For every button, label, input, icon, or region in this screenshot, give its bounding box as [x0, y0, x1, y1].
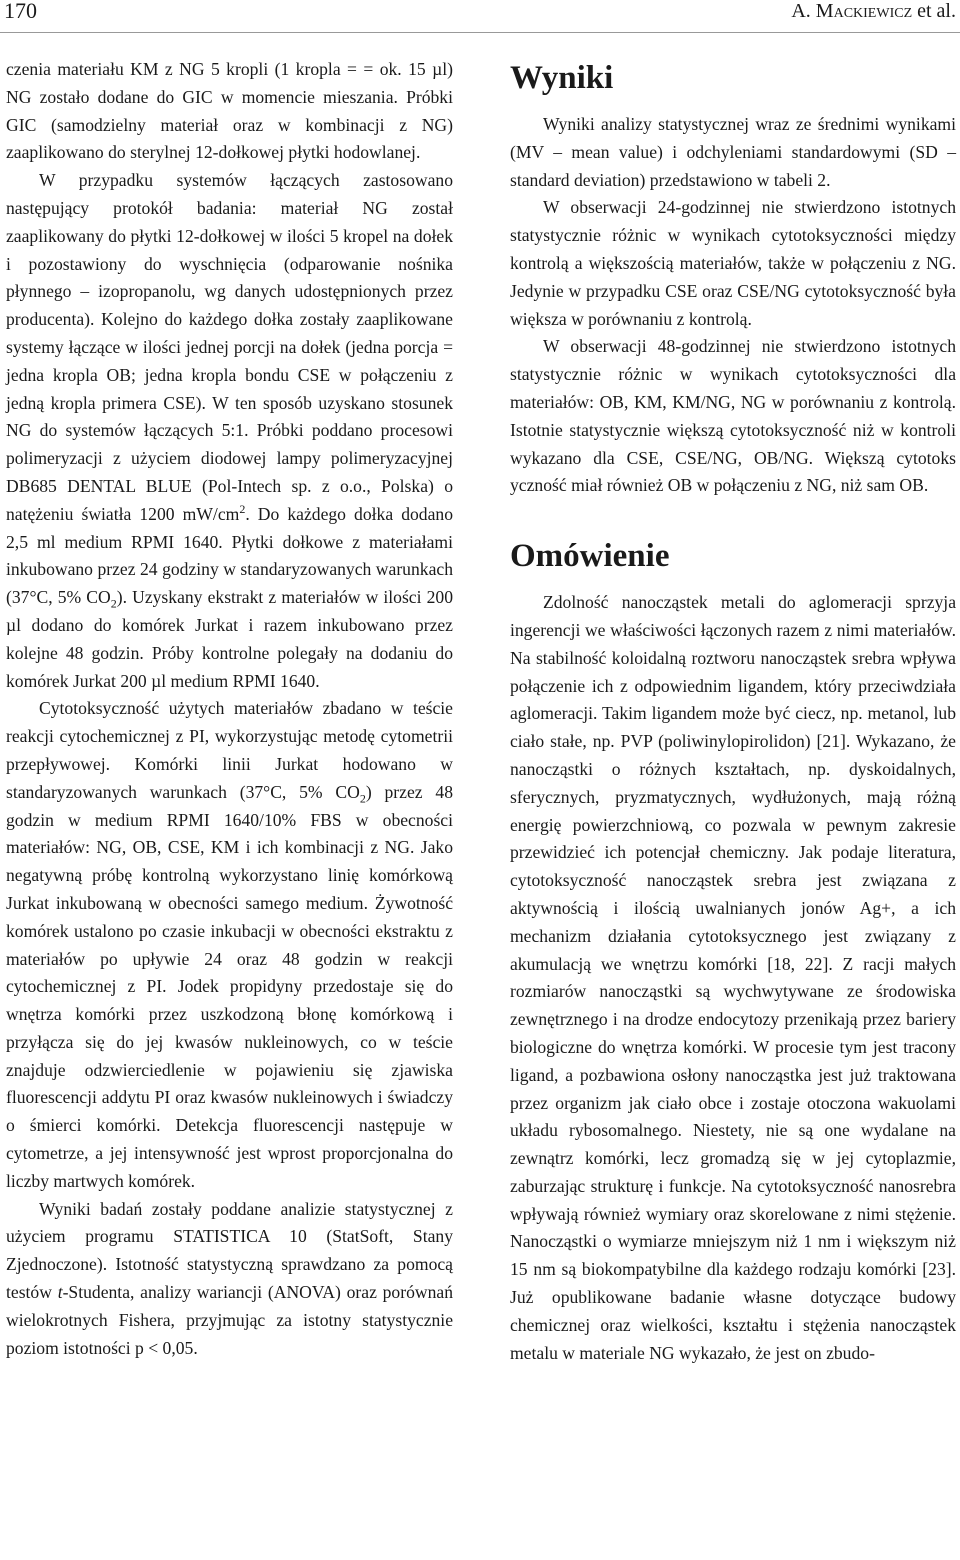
section-heading-discussion: Omówienie	[510, 538, 670, 575]
section-heading-results: Wyniki	[510, 60, 614, 96]
italic-t: t	[57, 1282, 63, 1303]
running-head-authors	[791, 0, 956, 23]
left-column	[6, 56, 453, 1362]
paragraph-methods-continuation: czenia materiału KM z NG 5 kropli (1 kropla = = ok. 15 µl) NG zostało dodane do GIC w momencie mieszania. Próbki GIC (samodzielny materiał oraz w kombinacji z NG) zaaplikowano do sterylnej 12-dołkowej płytki hodowlanej.	[6, 59, 453, 163]
paragraph-results-24h: W obserwacji 24-godzinnej nie stwierdzono istotnych statystycznie różnic w wynikach cytotoksyczności między kontrolą a większością materiałów, także w połączeniu z NG. Jedynie w przypadku CSE oraz CSE/NG cytotoksyczność była większa w porównaniu z kontrolą.	[510, 197, 956, 329]
paragraph-cytotoxicity-method: Cytotoksyczność użytych materiałów zbadano w teście reakcji cytochemicznej z PI, wykorzystując metodę cytometrii przepływowej. Komórki linii Jurkat hodowano w standaryzowanych warunkach (37°C, 5% $CO_2$) przez 48 godzin w medium RPMI 1640/10% FBS w obecności materiałów: NG, OB, CSE, KM i ich kombinacji z NG. Jako negatywną próbę kontrolną wykorzystano linię komórkową Jurkat inkubowaną w obecności samego medium. Żywotność komórek ustalono po czasie inkubacji w obecności ekstraktu z materiałów po upływie 24 oraz 48 godzin w reakcji cytochemicznej z PI. Jodek propidyny przedostaje się do wnętrza komórki przez uszkodzoną błonę komórkową i przyłącza się do jej kwasów nukleinowych, co w teście znajduje odzwierciedlenie w pojawieniu się zjawiska fluorescencji addytu PI oraz kwasów nukleinowych i świadczy o śmierci komórki. Detekcja fluorescencji następuje w cytometrze, a jej intensywność jest wprost proporcjonalna do liczby martwych komórek.	[6, 698, 453, 1191]
paragraph-statistics: Wyniki badań zostały poddane analizie statystycznej z użyciem programu STATISTICA 10 (StatSoft, Stany Zjednoczone). Istotność statystyczną sprawdzano za pomocą testów t-Studenta, analizy wariancji (ANOVA) oraz porównań wielokrotnych Fishera, przyjmując za istotny statystycznie poziom istotności p < 0,05.	[6, 1198, 453, 1358]
paragraph-discussion: Zdolność nanocząstek metali do aglomeracji sprzyja ingerencji we właściwości łączonych razem z nimi materiałów. Na stabilność koloidalną roztworu nanocząstek srebra wpływa połączenie ich z odpowiednim ligandem, który przeciwdziała aglomeracji. Takim ligandem może być ciecz, np. metanol, lub ciało stałe, np. PVP (poliwinylopirolidon) [21]. Wykazano, że nanocząstki o różnych kształtach, np. dyskoidalnych, sferycznych, pryzmatycznych, wydłużonych, mają różną energię powierzchniową, co pozwala w pewnym zakresie przewidzieć ich potencjał chemiczny. Jak podaje literatura, cytotoksyczność nanocząstek srebra jest związana z aktywnością i ilością uwalnianych jonów Ag+, a ich mechanizm działania cytotoksycznego jest związany z akumulacją we wnętrzu komórki [18, 22]. Z racji małych rozmiarów nanocząstki są wychwytywane ze środowiska zewnętrznego i na drodze endocytozy przenikają przez bariery biologiczne do wnętrza komórki. W procesie tym jest tracony ligand, a pozbawiona osłony nanocząstka jest już traktowana przez organizm jak ciało obce i zostaje otoczona wakuolami układu rybosomalnego. Niestety, nie są one wydalane na zewnątrz komórki, lecz gromadzą się w jej cytoplazmie, zaburzając strukturę i funkcje. Na cytotoksyczność nanosrebra wpływają również wymiary oraz skorelowane z nimi stężenie. Nanocząstki o wymiarze mniejszym niż 1 nm i większym niż 15 nm są biokompatybilne dla każdego rodzaju komórki [23]. Już opublikowane badanie własne dotyczące budowy chemicznej oraz wielkości, kształtu i stężenia nanocząstek metalu w materiale NG wykazało, że jest on zbudo-	[510, 592, 956, 1363]
paragraph-results-intro: Wyniki analizy statystycznej wraz ze średnimi wynikami (MV – mean value) i odchyleniami standardowymi (SD – standard deviation) przedstawiono w tabeli 2.	[510, 114, 956, 190]
author-suffix: et al.	[912, 0, 956, 22]
paragraph-bonding-protocol: W przypadku systemów łączących zastosowano następujący protokół badania: materiał NG został zaaplikowany do płytki 12-dołkowej w ilości 5 kropel na dołek i pozostawiony do wyschnięcia (odparowanie nośnika płynnego – izopropanolu, wg danych udostępnionych przez producenta). Kolejno do każdego dołka zostały zaaplikowane systemy łączące w ilości jednej porcji na dołek (jedna porcja = jedna kropla OB; jedna kropla bondu CSE w połączeniu z jedną kropla primera CSE). W ten sposób uzyskano stosunek NG do systemów łączących 5:1. Próbki poddano procesowi polimeryzacji z użyciem diodowej lampy polimeryzacyjnej DB685 DENTAL BLUE (Pol-Intech sp. z o.o., Polska) o natężeniu światła 1200 $mW/cm^2$. Do każdego dołka dodano 2,5 ml medium RPMI 1640. Płytki dołkowe z materiałami inkubowano przez 24 godziny w standaryzowanych warunkach (37°C, 5% $CO_2$). Uzyskany ekstrakt z materiałów w ilości 200 µl dodano do komórek Jurkat i razem inkubowano przez kolejne 48 godzin. Próby kontrolne polegały na dodaniu do komórek Jurkat 200 µl medium RPMI 1640.	[6, 170, 454, 691]
author-initial: A.	[791, 0, 816, 22]
right-column	[510, 56, 956, 1367]
author-surname: Mackiewicz	[815, 0, 913, 22]
subscript-2: 2	[359, 791, 366, 806]
page-number: 170	[4, 0, 37, 23]
superscript-2: 2	[239, 501, 246, 516]
running-header	[0, 0, 960, 33]
subscript-2: 2	[110, 596, 117, 611]
paragraph-results-48h: W obserwacji 48-godzinnej nie stwierdzono istotnych statystycznie różnic w wynikach cytotoksyczności dla materiałów: OB, KM, KM/NG, NG w porównaniu z kontrolą. Istotnie statystycznie większą cytotoksyczność niż w kontroli wykazano dla CSE, CSE/NG, OB/NG. Większą cytotoks yczność miał również OB w połączeniu z NG, niż sam OB.	[510, 336, 956, 496]
